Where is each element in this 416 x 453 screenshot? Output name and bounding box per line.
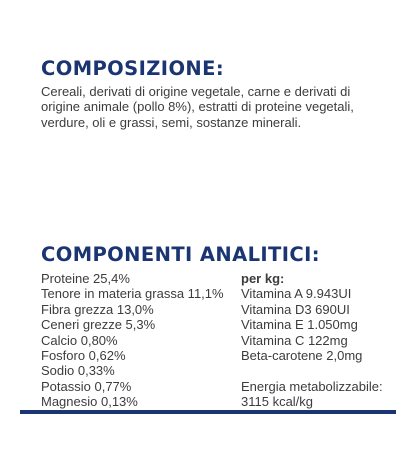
per-kg-list [241,271,383,410]
analytical-item-proteine: Proteine 25,4% [41,271,130,286]
analytical-item-fosforo: Fosforo 0,62% [41,348,126,364]
vitamin-a: Vitamina A 9.943UI [241,286,352,302]
composition-text: Cereali, derivati di origine vegetale, carne e derivati di origine animale (pollo 8%), estratti di proteine vegetali, verdure, oli e grassi, semi, sostanze minerali. [41,84,354,130]
analytical-components-heading: COMPONENTI ANALITICI: [41,243,320,266]
analytical-item-calcio: Calcio 0,80% [41,332,118,348]
energy-label: Energia metabolizzabile: [241,378,383,394]
analytical-item-potassio: Potassio 0,77% [41,378,132,394]
bottom-divider-bar [20,410,396,414]
vitamin-d3: Vitamina D3 690UI [241,301,350,317]
vitamin-c: Vitamina C 122mg [241,332,348,348]
vitamin-e: Vitamina E 1.050mg [241,317,358,333]
analytical-item-fibra: Fibra grezza 13,0% [41,301,154,317]
analytical-components-list [41,271,224,410]
beta-carotene: Beta-carotene 2,0mg [241,348,363,364]
analytical-item-ceneri: Ceneri grezze 5,3% [41,317,156,333]
analytical-item-grassi: Tenore in materia grassa 11,1% [41,286,224,302]
analytical-item-magnesio: Magnesio 0,13% [41,394,138,410]
analytical-item-sodio: Sodio 0,33% [41,363,115,379]
list-spacer [241,363,383,378]
composition-heading: COMPOSIZIONE: [41,57,225,80]
energy-value: 3115 kcal/kg [241,394,314,410]
per-kg-label: per kg: [241,271,285,286]
